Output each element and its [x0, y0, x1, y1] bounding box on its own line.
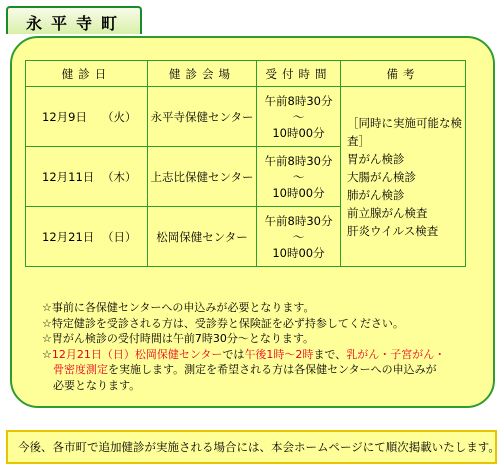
weekday-text: （火） [102, 109, 137, 124]
note-line: 必要となります。 [53, 378, 141, 392]
note-highlight: 12月21日（日）松岡保健センター [51, 347, 223, 361]
note-highlight: 午後1時～2時 [244, 347, 314, 361]
note-highlight: 骨密度測定 [53, 363, 108, 376]
time-start: 午前8時30分 [264, 153, 333, 168]
notes-block [42, 300, 445, 393]
time-separator: ～ [292, 109, 305, 124]
note-star: ☆ [42, 347, 52, 361]
page-title: 永平寺町 [26, 14, 127, 33]
place-cell: 松岡保健センター [148, 207, 257, 267]
remarks-item: 大腸がん検診 [347, 169, 416, 184]
footer-notice: 今後、各市町で追加健診が実施される場合には、本会ホームページにて順次掲載いたします。 [6, 430, 497, 464]
note-text: を実施します。測定を希望される方は各保健センターへの申込みが [108, 363, 437, 376]
remarks-item: 前立腺がん検査 [347, 205, 428, 220]
note-highlight: 乳がん・子宮がん・ [346, 347, 446, 361]
time-start: 午前8時30分 [264, 93, 333, 108]
date-text: 12月21日 [42, 229, 95, 244]
note-line: ☆事前に各保健センターへの申込みが必要となります。 [42, 301, 315, 314]
remarks-item: 肺がん検診 [347, 187, 405, 202]
date-text: 12月9日 [42, 109, 87, 124]
time-cell [257, 207, 341, 267]
time-start: 午前8時30分 [264, 213, 333, 228]
time-end: 10時00分 [272, 125, 325, 140]
date-cell [26, 87, 148, 147]
time-cell [257, 87, 341, 147]
date-text: 12月11日 [42, 169, 95, 184]
note-line [42, 362, 445, 378]
header-place: 健診会場 [148, 61, 257, 87]
remarks-item: 胃がん検診 [347, 151, 405, 166]
schedule-table [25, 60, 466, 267]
table-row [26, 87, 466, 147]
note-text: まで、 [313, 347, 347, 361]
title-tab [6, 6, 142, 34]
note-line: ☆胃がん検診の受付時間は午前7時30分～となります。 [42, 332, 314, 345]
header-time: 受付時間 [257, 61, 341, 87]
remarks-heading: ［同時に実施可能な検査］ [347, 115, 462, 148]
time-end: 10時00分 [272, 245, 325, 260]
time-separator: ～ [292, 229, 305, 244]
table-header-row [26, 61, 466, 87]
date-cell [26, 207, 148, 267]
remarks-cell [341, 87, 466, 267]
note-line: ☆特定健診を受診される方は、受診券と保険証を必ず持参してください。 [42, 316, 404, 330]
schedule-panel [10, 36, 495, 408]
time-cell [257, 147, 341, 207]
weekday-text: （木） [102, 169, 137, 184]
time-separator: ～ [292, 169, 305, 184]
header-date: 健診日 [26, 61, 148, 87]
date-cell [26, 147, 148, 207]
weekday-text: （日） [102, 229, 137, 244]
place-cell: 永平寺保健センター [148, 87, 257, 147]
note-line [42, 347, 445, 363]
header-remarks: 備考 [341, 61, 466, 87]
time-end: 10時00分 [272, 185, 325, 200]
remarks-item: 肝炎ウイルス検査 [347, 223, 439, 238]
place-cell: 上志比保健センター [148, 147, 257, 207]
note-text: では [222, 347, 245, 361]
